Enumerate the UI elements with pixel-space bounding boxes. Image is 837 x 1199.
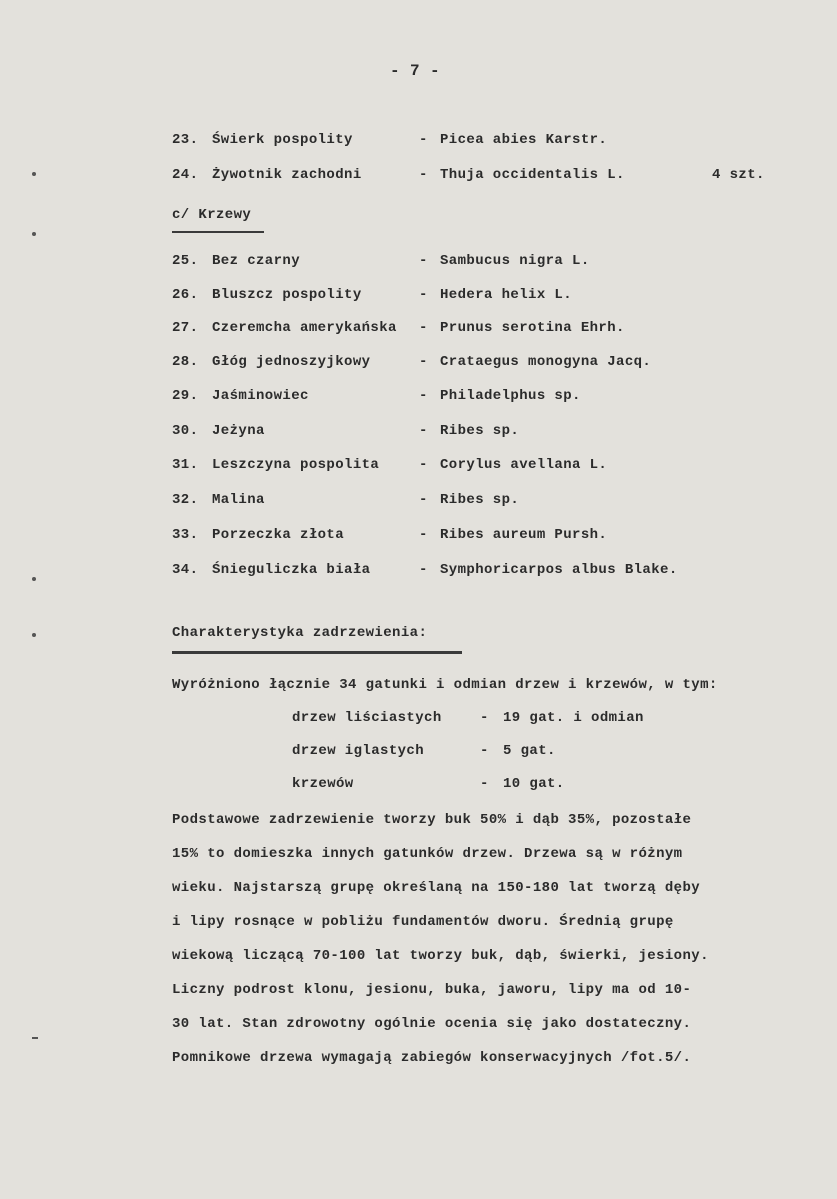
item-latin-name: Ribes aureum Pursh.	[440, 527, 608, 543]
paragraph-line: i lipy rosnące w pobliżu fundamentów dworu. Średnią grupę	[172, 914, 674, 930]
page-number: - 7 -	[390, 62, 441, 80]
breakdown-label: drzew iglastych	[292, 743, 425, 759]
item-number: 28.	[172, 354, 199, 370]
item-latin-name: Symphoricarpos albus Blake.	[440, 562, 678, 578]
breakdown-value: 10 gat.	[503, 776, 565, 792]
item-polish-name: Bez czarny	[212, 253, 301, 269]
item-dash: -	[419, 388, 428, 404]
margin-mark	[32, 172, 36, 176]
characteristics-intro: Wyróżniono łącznie 34 gatunki i odmian drzew i krzewów, w tym:	[172, 677, 718, 693]
item-polish-name: Malina	[212, 492, 265, 508]
item-latin-name: Hedera helix L.	[440, 287, 573, 303]
item-latin-name: Sambucus nigra L.	[440, 253, 590, 269]
margin-mark	[32, 1037, 38, 1039]
item-polish-name: Porzeczka złota	[212, 527, 345, 543]
item-number: 24.	[172, 167, 199, 183]
item-polish-name: Bluszcz pospolity	[212, 287, 362, 303]
item-number: 30.	[172, 423, 199, 439]
item-dash: -	[419, 287, 428, 303]
item-number: 31.	[172, 457, 199, 473]
item-polish-name: Czeremcha amerykańska	[212, 320, 397, 336]
item-polish-name: Jaśminowiec	[212, 388, 309, 404]
item-dash: -	[419, 562, 428, 578]
item-polish-name: Leszczyna pospolita	[212, 457, 380, 473]
item-latin-name: Ribes sp.	[440, 423, 520, 439]
item-number: 29.	[172, 388, 199, 404]
breakdown-dash: -	[480, 743, 489, 759]
paragraph-line: Pomnikowe drzewa wymagają zabiegów konserwacyjnych /fot.5/.	[172, 1050, 692, 1066]
item-number: 33.	[172, 527, 199, 543]
item-dash: -	[419, 320, 428, 336]
item-number: 25.	[172, 253, 199, 269]
breakdown-value: 19 gat. i odmian	[503, 710, 644, 726]
breakdown-label: krzewów	[292, 776, 354, 792]
item-polish-name: Świerk pospolity	[212, 132, 353, 148]
item-polish-name: Jeżyna	[212, 423, 265, 439]
item-count: 4 szt.	[712, 167, 765, 183]
margin-mark	[32, 232, 36, 236]
paragraph-line: 15% to domieszka innych gatunków drzew. Drzewa są w różnym	[172, 846, 683, 862]
item-latin-name: Crataegus monogyna Jacq.	[440, 354, 652, 370]
item-latin-name: Philadelphus sp.	[440, 388, 581, 404]
item-latin-name: Ribes sp.	[440, 492, 520, 508]
item-polish-name: Śnieguliczka biała	[212, 562, 371, 578]
item-number: 23.	[172, 132, 199, 148]
item-polish-name: Głóg jednoszyjkowy	[212, 354, 371, 370]
item-dash: -	[419, 527, 428, 543]
item-polish-name: Żywotnik zachodni	[212, 167, 362, 183]
margin-mark	[32, 633, 36, 637]
item-dash: -	[419, 167, 428, 183]
item-number: 34.	[172, 562, 199, 578]
paragraph-line: Podstawowe zadrzewienie tworzy buk 50% i dąb 35%, pozostałe	[172, 812, 692, 828]
section-heading-shrubs: c/ Krzewy	[172, 207, 252, 223]
item-dash: -	[419, 132, 428, 148]
item-dash: -	[419, 354, 428, 370]
paragraph-line: Liczny podrost klonu, jesionu, buka, jaworu, lipy ma od 10-	[172, 982, 692, 998]
paragraph-line: wieku. Najstarszą grupę określaną na 150-180 lat tworzą dęby	[172, 880, 701, 896]
paragraph-line: 30 lat. Stan zdrowotny ogólnie ocenia się jako dostateczny.	[172, 1016, 692, 1032]
breakdown-value: 5 gat.	[503, 743, 556, 759]
item-latin-name: Corylus avellana L.	[440, 457, 608, 473]
breakdown-label: drzew liściastych	[292, 710, 442, 726]
characteristics-heading-underline	[172, 651, 462, 654]
item-number: 26.	[172, 287, 199, 303]
item-dash: -	[419, 423, 428, 439]
breakdown-dash: -	[480, 710, 489, 726]
item-dash: -	[419, 253, 428, 269]
item-dash: -	[419, 457, 428, 473]
item-latin-name: Thuja occidentalis L.	[440, 167, 625, 183]
item-dash: -	[419, 492, 428, 508]
item-number: 32.	[172, 492, 199, 508]
item-latin-name: Picea abies Karstr.	[440, 132, 608, 148]
characteristics-heading: Charakterystyka zadrzewienia:	[172, 625, 428, 641]
breakdown-dash: -	[480, 776, 489, 792]
margin-mark	[32, 577, 36, 581]
item-latin-name: Prunus serotina Ehrh.	[440, 320, 625, 336]
paragraph-line: wiekową liczącą 70-100 lat tworzy buk, dąb, świerki, jesiony.	[172, 948, 709, 964]
section-heading-underline	[172, 231, 264, 233]
item-number: 27.	[172, 320, 199, 336]
